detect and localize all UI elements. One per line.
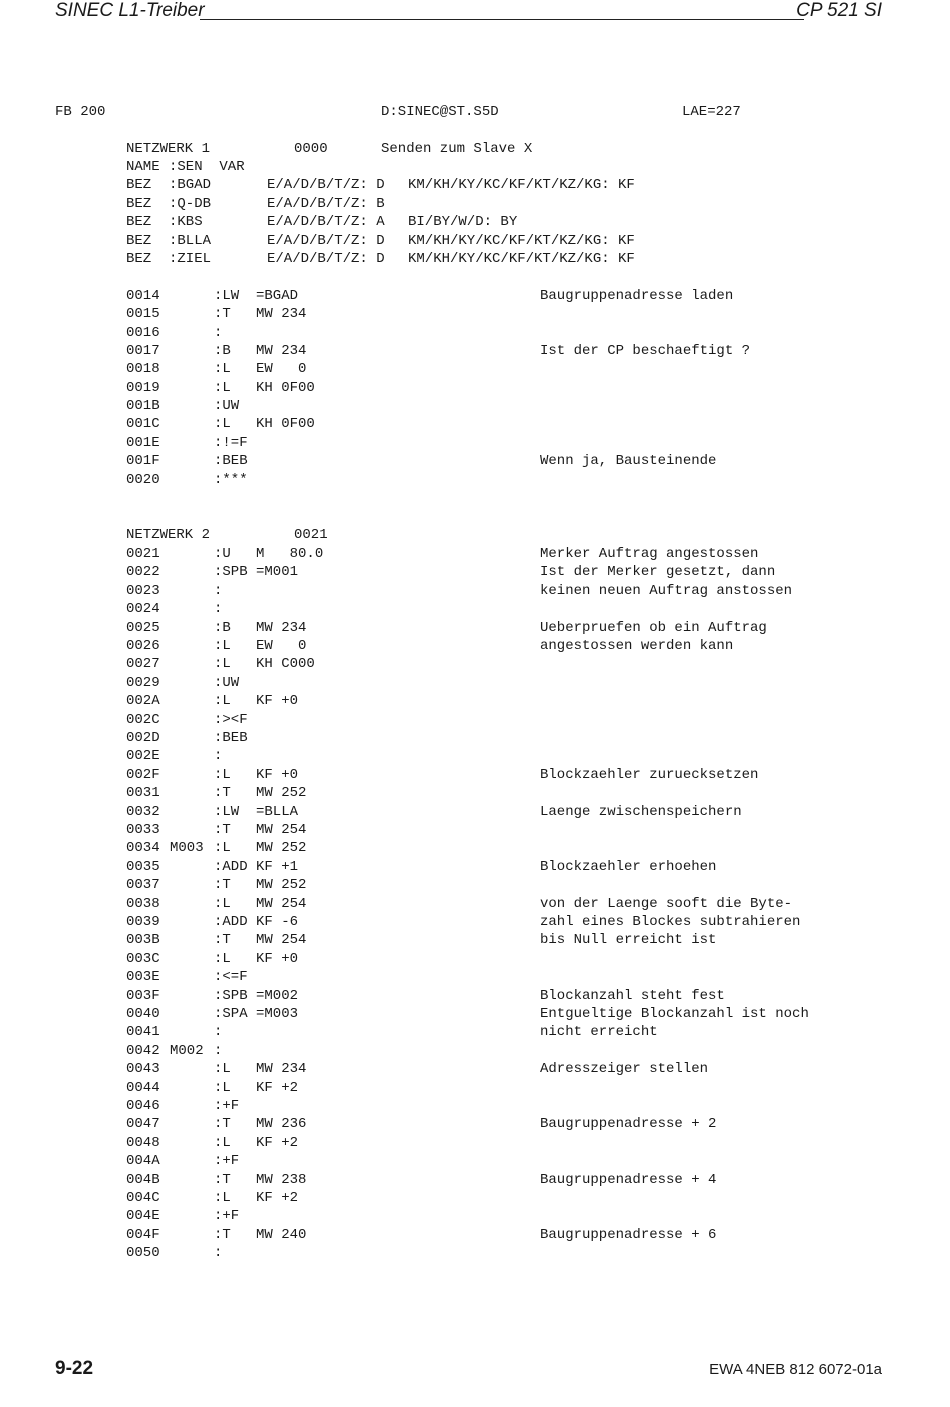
code-address: 0046	[126, 1098, 160, 1114]
network-1-address: 0000	[294, 141, 328, 157]
code-address: 002D	[126, 730, 160, 746]
code-address: 0022	[126, 564, 160, 581]
code-instruction: :SPA =M003	[214, 1006, 299, 1022]
code-instruction: :	[214, 1042, 223, 1059]
code-address: 0040	[126, 1006, 160, 1022]
code-instruction: :T MW 254	[214, 932, 307, 949]
decl-keyword: BEZ	[126, 214, 160, 231]
code-instruction: :	[214, 1024, 223, 1041]
code-address: 004A	[126, 1153, 160, 1170]
code-label: M002	[170, 1042, 204, 1059]
code-instruction: :L KF +0	[214, 766, 299, 783]
code-instruction: :	[214, 582, 223, 599]
decl-keyword: BEZ	[126, 177, 160, 194]
code-instruction: :L KF +0	[214, 693, 299, 710]
code-address: 0041	[126, 1024, 160, 1041]
code-comment: Blockzaehler erhoehen	[540, 858, 717, 875]
code-comment: nicht erreicht	[540, 1024, 658, 1041]
code-comment: Ist der CP beschaeftigt ?	[540, 343, 751, 360]
code-address: 0048	[126, 1134, 160, 1151]
code-address: 003C	[126, 950, 160, 967]
code-instruction: :L EW 0	[214, 361, 307, 378]
decl-types: E/A/D/B/T/Z: D	[267, 251, 385, 267]
code-instruction: :BEB	[214, 453, 248, 470]
document-number: EWA 4NEB 812 6072-01a	[709, 1361, 882, 1378]
code-instruction: :ADD KF -6	[214, 914, 299, 930]
code-address: 0033	[126, 822, 160, 838]
code-comment: bis Null erreicht ist	[540, 932, 717, 949]
code-instruction: :T MW 234	[214, 306, 307, 323]
code-instruction: :SPB =M001	[214, 564, 299, 581]
code-instruction: :L MW 234	[214, 1061, 307, 1078]
code-instruction: :L KF +2	[214, 1190, 299, 1206]
code-address: 0025	[126, 619, 160, 636]
code-address: 0016	[126, 324, 160, 341]
code-comment: Ueberpruefen ob ein Auftrag	[540, 619, 767, 636]
code-instruction: :!=F	[214, 434, 248, 451]
decl-spec: KM/KH/KY/KC/KF/KT/KZ/KG: KF	[408, 232, 635, 249]
decl-name: :Q-DB	[169, 195, 212, 212]
network-2-title: NETZWERK 2	[126, 527, 211, 543]
code-comment: zahl eines Blockes subtrahieren	[540, 914, 801, 930]
code-comment: Baugruppenadresse laden	[540, 288, 734, 304]
code-address: 0018	[126, 361, 160, 378]
code-instruction: :UW	[214, 398, 240, 415]
code-comment: Baugruppenadresse + 4	[540, 1171, 717, 1188]
code-comment: Merker Auftrag angestossen	[540, 546, 759, 562]
code-address: 0034	[126, 840, 160, 857]
code-instruction: :<=F	[214, 969, 248, 986]
block-file: D:SINEC@ST.S5D	[381, 104, 499, 120]
code-address: 002A	[126, 693, 160, 710]
code-instruction: :T MW 240	[214, 1226, 307, 1243]
code-instruction: :T MW 252	[214, 877, 307, 894]
code-address: 001E	[126, 434, 160, 451]
code-instruction: :	[214, 1245, 223, 1262]
code-instruction: :><F	[214, 711, 248, 728]
code-address: 0019	[126, 379, 160, 396]
code-address: 0027	[126, 656, 160, 673]
decl-spec: KM/KH/KY/KC/KF/KT/KZ/KG: KF	[408, 177, 635, 194]
block-length: LAE=227	[682, 104, 741, 120]
code-instruction: :L KH 0F00	[214, 379, 315, 396]
decl-types: E/A/D/B/T/Z: D	[267, 177, 385, 194]
code-address: 004F	[126, 1226, 160, 1243]
code-instruction: :	[214, 324, 223, 341]
code-address: 0032	[126, 803, 160, 820]
code-address: 001F	[126, 453, 160, 470]
decl-keyword: BEZ	[126, 232, 160, 249]
header-title: SINEC L1-Treiber	[55, 0, 205, 21]
header-rule	[200, 19, 804, 20]
code-address: 0043	[126, 1061, 160, 1078]
code-comment: Entgueltige Blockanzahl ist noch	[540, 1006, 809, 1022]
network-1-comment: Senden zum Slave X	[381, 141, 533, 157]
code-instruction: :L KF +2	[214, 1079, 299, 1096]
header-product: CP 521 SI	[796, 0, 882, 21]
decl-types: E/A/D/B/T/Z: D	[267, 232, 385, 249]
code-instruction: :+F	[214, 1208, 240, 1225]
network-2-address: 0021	[294, 527, 328, 543]
code-comment: Wenn ja, Bausteinende	[540, 453, 717, 470]
code-address: 0044	[126, 1079, 160, 1096]
code-instruction: :LW =BGAD	[214, 288, 299, 304]
code-address: 0024	[126, 601, 160, 618]
decl-name: :ZIEL	[169, 251, 212, 267]
decl-spec: BI/BY/W/D: BY	[408, 214, 518, 231]
code-address: 0042	[126, 1042, 160, 1059]
code-address: 003E	[126, 969, 160, 986]
code-instruction: :T MW 236	[214, 1116, 307, 1133]
code-instruction: :L MW 252	[214, 840, 307, 857]
decl-spec: KM/KH/KY/KC/KF/KT/KZ/KG: KF	[408, 251, 635, 267]
network-1-title: NETZWERK 1	[126, 141, 211, 157]
code-address: 0026	[126, 638, 160, 654]
code-instruction: :UW	[214, 674, 240, 691]
decl-types: E/A/D/B/T/Z: A	[267, 214, 385, 231]
code-instruction: :B MW 234	[214, 619, 307, 636]
code-instruction: :T MW 254	[214, 822, 307, 838]
code-comment: keinen neuen Auftrag anstossen	[540, 582, 793, 599]
code-address: 004B	[126, 1171, 160, 1188]
code-address: 0023	[126, 582, 160, 599]
code-comment: angestossen werden kann	[540, 638, 734, 654]
code-address: 0029	[126, 674, 160, 691]
code-instruction: :L MW 254	[214, 895, 307, 912]
code-address: 0015	[126, 306, 160, 323]
code-address: 0017	[126, 343, 160, 360]
code-address: 0047	[126, 1116, 160, 1133]
code-comment: von der Laenge sooft die Byte-	[540, 895, 793, 912]
code-comment: Baugruppenadresse + 6	[540, 1226, 717, 1243]
code-instruction: :L KH 0F00	[214, 416, 315, 433]
code-address: 0050	[126, 1245, 160, 1262]
code-instruction: :+F	[214, 1153, 240, 1170]
code-address: 0039	[126, 914, 160, 930]
code-instruction: :T MW 252	[214, 785, 307, 802]
code-instruction: :***	[214, 471, 248, 488]
code-instruction: :	[214, 601, 223, 618]
code-address: 0021	[126, 546, 160, 562]
code-comment: Ist der Merker gesetzt, dann	[540, 564, 776, 581]
decl-name: :SEN VAR	[169, 159, 245, 175]
code-address: 0035	[126, 858, 160, 875]
code-instruction: :LW =BLLA	[214, 803, 299, 820]
code-comment: Baugruppenadresse + 2	[540, 1116, 717, 1133]
code-instruction: :L EW 0	[214, 638, 307, 654]
code-address: 001B	[126, 398, 160, 415]
decl-name: :BLLA	[169, 232, 212, 249]
decl-name: :BGAD	[169, 177, 212, 194]
code-instruction: :BEB	[214, 730, 248, 746]
code-address: 001C	[126, 416, 160, 433]
code-address: 002F	[126, 766, 160, 783]
code-comment: Adresszeiger stellen	[540, 1061, 709, 1078]
code-address: 003B	[126, 932, 160, 949]
decl-types: E/A/D/B/T/Z: B	[267, 195, 385, 212]
code-instruction: :T MW 238	[214, 1171, 307, 1188]
code-address: 004C	[126, 1190, 160, 1206]
code-instruction: :U M 80.0	[214, 546, 324, 562]
code-instruction: :ADD KF +1	[214, 858, 299, 875]
code-instruction: :L KH C000	[214, 656, 315, 673]
code-address: 004E	[126, 1208, 160, 1225]
code-address: 0020	[126, 471, 160, 488]
code-label: M003	[170, 840, 204, 857]
code-address: 0037	[126, 877, 160, 894]
code-address: 0014	[126, 288, 160, 304]
decl-keyword: BEZ	[126, 251, 160, 267]
code-comment: Laenge zwischenspeichern	[540, 803, 742, 820]
code-instruction: :L KF +2	[214, 1134, 299, 1151]
decl-keyword: NAME	[126, 159, 160, 175]
code-comment: Blockzaehler zuruecksetzen	[540, 766, 759, 783]
code-comment: Blockanzahl steht fest	[540, 987, 725, 1004]
code-instruction: :+F	[214, 1098, 240, 1114]
block-name: FB 200	[55, 104, 106, 120]
code-instruction: :L KF +0	[214, 950, 299, 967]
code-instruction: :SPB =M002	[214, 987, 299, 1004]
decl-keyword: BEZ	[126, 195, 160, 212]
code-address: 0038	[126, 895, 160, 912]
page-number: 9-22	[55, 1358, 94, 1379]
code-address: 0031	[126, 785, 160, 802]
decl-name: :KBS	[169, 214, 203, 231]
code-address: 002C	[126, 711, 160, 728]
code-address: 003F	[126, 987, 160, 1004]
code-instruction: :	[214, 748, 223, 765]
code-address: 002E	[126, 748, 160, 765]
code-instruction: :B MW 234	[214, 343, 307, 360]
